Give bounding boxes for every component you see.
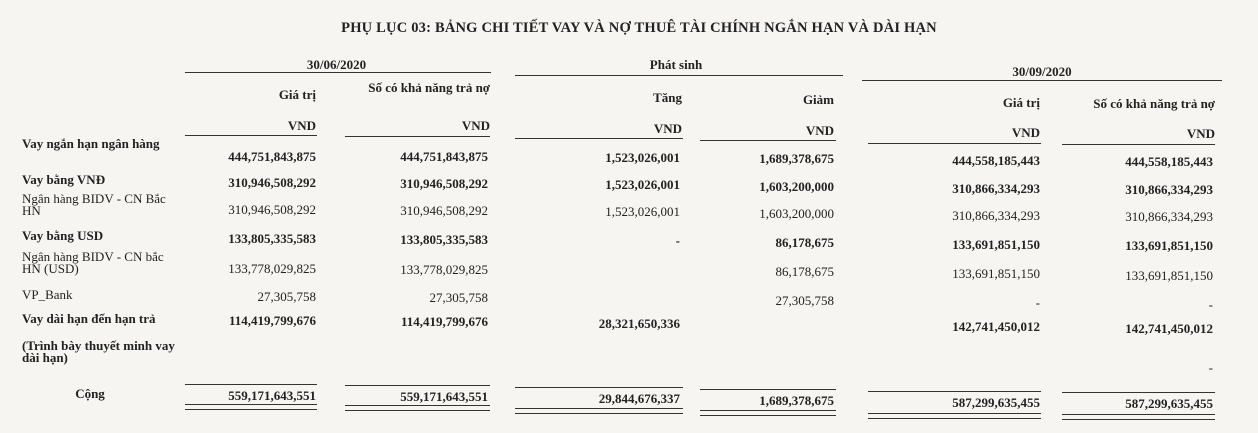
- row-repayable-close: 310,866,334,293: [1125, 182, 1213, 197]
- row-repayable-close: -: [1208, 297, 1213, 312]
- total-repayable-open: 559,171,643,551: [400, 389, 488, 404]
- page-title: PHỤ LỤC 03: BẢNG CHI TIẾT VAY VÀ NỢ THUÊ TÀI CHÍNH NGẮN HẠN VÀ DÀI HẠN: [341, 20, 937, 36]
- total-repayable-close: 587,299,635,455: [1125, 396, 1213, 411]
- total-double-rule-col1: [185, 404, 317, 410]
- group-opening-rule: [185, 72, 491, 73]
- row-value-open: 133,778,029,825: [228, 261, 316, 276]
- row-value-open: 310,946,508,292: [228, 202, 316, 217]
- row-repayable-open: 310,946,508,292: [400, 176, 488, 191]
- col-value-close-header: Giá trị: [1002, 95, 1040, 110]
- row-value-close: -: [1035, 295, 1040, 310]
- total-label: Cộng: [75, 386, 105, 401]
- row-increase: 28,321,650,336: [598, 316, 680, 331]
- row-repayable-close: 310,866,334,293: [1125, 209, 1213, 224]
- col-repayable-close-header: Số có khả năng trả nợ: [1093, 96, 1215, 111]
- group-movement-header: Phát sinh: [649, 57, 703, 72]
- total-top-rule-col5: [868, 391, 1041, 392]
- row-decrease: 1,689,378,675: [759, 151, 834, 166]
- row-repayable-close: 142,741,450,012: [1125, 321, 1213, 336]
- row-repayable-open: 133,778,029,825: [400, 262, 488, 277]
- row-repayable-close: 444,558,185,443: [1125, 154, 1213, 169]
- total-top-rule-col2: [345, 385, 490, 386]
- row-value-close: 310,866,334,293: [952, 208, 1040, 223]
- row-value-open: 444,751,843,875: [228, 149, 316, 164]
- row-value-close: 133,691,851,150: [952, 266, 1040, 281]
- row-label: Ngân hàng BIDV - CN Bắc HN: [22, 191, 166, 218]
- total-value-close: 587,299,635,455: [952, 395, 1040, 410]
- row-value-close: 133,691,851,150: [952, 237, 1040, 252]
- row-label: Vay ngắn hạn ngân hàng: [22, 136, 160, 151]
- unit-col6: VND: [1186, 126, 1215, 141]
- unit-col4: VND: [805, 123, 834, 138]
- unit-rule-col3: [515, 138, 683, 139]
- row-label: Vay bằng VNĐ: [22, 172, 106, 187]
- total-increase: 29,844,676,337: [598, 391, 680, 406]
- group-closing-header: 30/09/2020: [1012, 64, 1072, 79]
- row-value-open: 27,305,758: [257, 289, 316, 304]
- col-decrease-header: Giảm: [802, 92, 834, 107]
- row-increase: 1,523,026,001: [605, 150, 680, 165]
- row-value-open: 310,946,508,292: [228, 175, 316, 190]
- row-decrease: 1,603,200,000: [759, 206, 834, 221]
- unit-rule-col2: [345, 136, 490, 137]
- unit-col1: VND: [287, 118, 316, 133]
- total-top-rule-col3: [515, 387, 683, 388]
- total-double-rule-col2: [345, 405, 490, 411]
- row-decrease: 1,603,200,000: [759, 179, 834, 194]
- unit-col2: VND: [461, 118, 490, 133]
- row-increase: 1,523,026,001: [605, 204, 680, 219]
- row-repayable-open: 444,751,843,875: [400, 149, 488, 164]
- row-value-open: 133,805,335,583: [228, 231, 316, 246]
- row-repayable-close: -: [1208, 360, 1213, 375]
- row-label: Vay dài hạn đến hạn trả: [22, 311, 156, 326]
- unit-rule-col4: [700, 140, 836, 141]
- col-value-header: Giá trị: [278, 87, 316, 102]
- row-repayable-close: 133,691,851,150: [1125, 238, 1213, 253]
- group-movement-rule: [515, 75, 843, 76]
- row-label: Vay bằng USD: [22, 228, 104, 243]
- row-label: Ngân hàng BIDV - CN bắc HN (USD): [22, 249, 164, 276]
- col-repayable-header: Số có khả năng trả nợ: [368, 80, 490, 95]
- unit-col5: VND: [1011, 125, 1040, 140]
- row-repayable-open: 27,305,758: [429, 290, 488, 305]
- row-value-close: 310,866,334,293: [952, 181, 1040, 196]
- row-decrease: 86,178,675: [775, 264, 834, 279]
- total-top-rule-col1: [185, 384, 317, 385]
- row-decrease: 27,305,758: [775, 293, 834, 308]
- unit-rule-col6: [1062, 144, 1215, 145]
- group-opening-header: 30/06/2020: [306, 57, 367, 72]
- row-value-open: 114,419,799,676: [228, 313, 316, 328]
- total-double-rule-col6: [1062, 414, 1215, 420]
- total-top-rule-col4: [700, 389, 836, 390]
- row-label: (Trình bày thuyết minh vay dài hạn): [22, 338, 175, 365]
- row-repayable-close: 133,691,851,150: [1125, 268, 1213, 283]
- total-top-rule-col6: [1062, 392, 1215, 393]
- unit-col3: VND: [653, 121, 682, 136]
- row-decrease: 86,178,675: [775, 235, 834, 250]
- total-value-open: 559,171,643,551: [228, 388, 316, 403]
- col-increase-header: Tăng: [653, 90, 682, 105]
- row-label: VP_Bank: [22, 287, 73, 302]
- group-closing-rule: [862, 80, 1222, 81]
- unit-rule-col1: [185, 135, 317, 136]
- total-double-rule-col5: [868, 413, 1041, 419]
- row-value-close: 444,558,185,443: [952, 153, 1040, 168]
- row-increase: 1,523,026,001: [605, 177, 680, 192]
- unit-rule-col5: [868, 143, 1041, 144]
- row-repayable-open: 114,419,799,676: [400, 314, 488, 329]
- row-repayable-open: 310,946,508,292: [400, 203, 488, 218]
- row-increase: -: [675, 233, 680, 248]
- total-double-rule-col3: [515, 408, 683, 414]
- row-value-close: 142,741,450,012: [952, 319, 1040, 334]
- total-decrease: 1,689,378,675: [759, 393, 834, 408]
- row-repayable-open: 133,805,335,583: [400, 232, 488, 247]
- total-double-rule-col4: [700, 410, 836, 416]
